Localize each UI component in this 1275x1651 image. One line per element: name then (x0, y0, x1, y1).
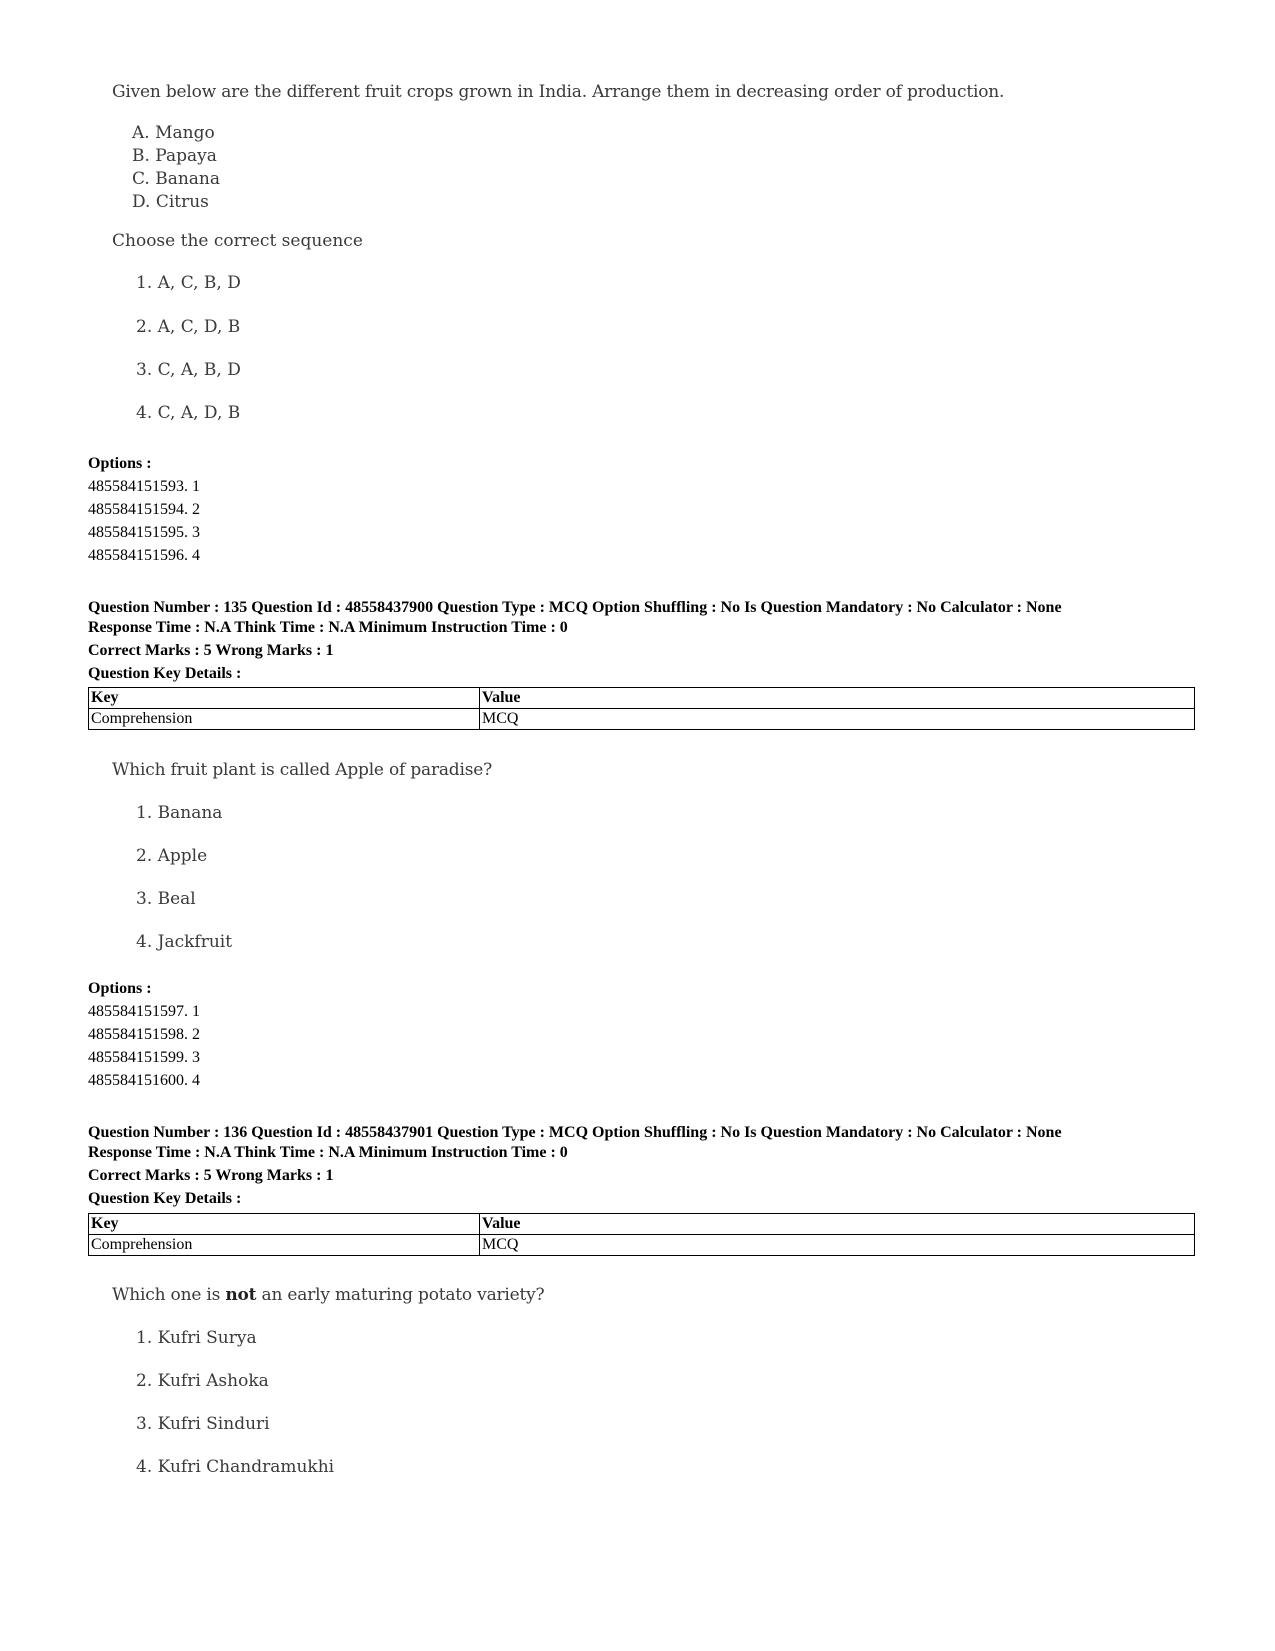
option-row: 485584151599. 3 (88, 1049, 200, 1066)
option-row: 485584151593. 1 (88, 478, 200, 495)
value-cell: MCQ (480, 1235, 1195, 1256)
choice-4: 4. Kufri Chandramukhi (136, 1457, 335, 1477)
choice-4: 4. Jackfruit (136, 932, 233, 952)
question-134-instruction: Choose the correct sequence (112, 231, 363, 251)
choice-4: 4. C, A, D, B (136, 403, 241, 423)
question-135-meta-line1: Question Number : 135 Question Id : 48558437900 Question Type : MCQ Option Shuffling : No Is Question Mandatory : No Calculator : None (88, 599, 1062, 616)
value-cell: MCQ (480, 709, 1195, 730)
question-135-key-table (88, 687, 1195, 730)
question-135-marks: Correct Marks : 5 Wrong Marks : 1 (88, 642, 334, 659)
choice-2: 2. A, C, D, B (136, 317, 241, 337)
question-135-stem: Which fruit plant is called Apple of paradise? (112, 760, 493, 780)
option-row: 485584151597. 1 (88, 1003, 200, 1020)
question-136-image (0, 1275, 1275, 1495)
question-136-key-details-label: Question Key Details : (88, 1190, 242, 1207)
question-134-stem: Given below are the different fruit crops grown in India. Arrange them in decreasing order of production. (112, 82, 1005, 102)
question-135-options (88, 977, 200, 1092)
key-cell: Comprehension (89, 709, 480, 730)
choice-3: 3. Kufri Sinduri (136, 1414, 270, 1434)
question-134-options (88, 452, 200, 567)
question-134-items (132, 122, 220, 214)
item-b: B. Papaya (132, 146, 217, 166)
question-135-meta-line2: Response Time : N.A Think Time : N.A Minimum Instruction Time : 0 (88, 619, 568, 636)
option-row: 485584151595. 3 (88, 524, 200, 541)
option-row: 485584151594. 2 (88, 501, 200, 518)
question-136-key-table (88, 1213, 1195, 1256)
item-d: D. Citrus (132, 192, 209, 212)
question-136-marks: Correct Marks : 5 Wrong Marks : 1 (88, 1167, 334, 1184)
option-row: 485584151598. 2 (88, 1026, 200, 1043)
question-136-stem (112, 1285, 544, 1305)
question-135-image (0, 750, 1275, 960)
item-c: C. Banana (132, 169, 221, 189)
option-row: 485584151596. 4 (88, 547, 200, 564)
value-header: Value (480, 688, 1195, 709)
item-a: A. Mango (132, 123, 215, 143)
question-135-key-details-label: Question Key Details : (88, 665, 242, 682)
choice-2: 2. Kufri Ashoka (136, 1371, 269, 1391)
table-row (89, 1235, 1195, 1256)
stem-text-pre: Which one is (112, 1285, 226, 1305)
stem-emphasis: not (225, 1285, 257, 1305)
key-header: Key (89, 688, 480, 709)
options-label: Options : (88, 980, 152, 997)
choice-2: 2. Apple (136, 846, 208, 866)
stem-text-post: an early maturing potato variety? (256, 1285, 545, 1305)
question-136-header (88, 1123, 1198, 1209)
choice-1: 1. Kufri Surya (136, 1328, 257, 1348)
choice-1: 1. Banana (136, 803, 223, 823)
question-135-header (88, 598, 1198, 684)
choice-1: 1. A, C, B, D (136, 273, 241, 293)
key-header: Key (89, 1214, 480, 1235)
table-header-row (89, 688, 1195, 709)
choice-3: 3. Beal (136, 889, 196, 909)
table-header-row (89, 1214, 1195, 1235)
choice-3: 3. C, A, B, D (136, 360, 241, 380)
table-row (89, 709, 1195, 730)
key-cell: Comprehension (89, 1235, 480, 1256)
value-header: Value (480, 1214, 1195, 1235)
question-134-image (0, 0, 1275, 440)
option-row: 485584151600. 4 (88, 1072, 200, 1089)
question-136-meta-line2: Response Time : N.A Think Time : N.A Minimum Instruction Time : 0 (88, 1144, 568, 1161)
options-label: Options : (88, 455, 152, 472)
question-136-meta-line1: Question Number : 136 Question Id : 48558437901 Question Type : MCQ Option Shuffling : No Is Question Mandatory : No Calculator : None (88, 1124, 1062, 1141)
